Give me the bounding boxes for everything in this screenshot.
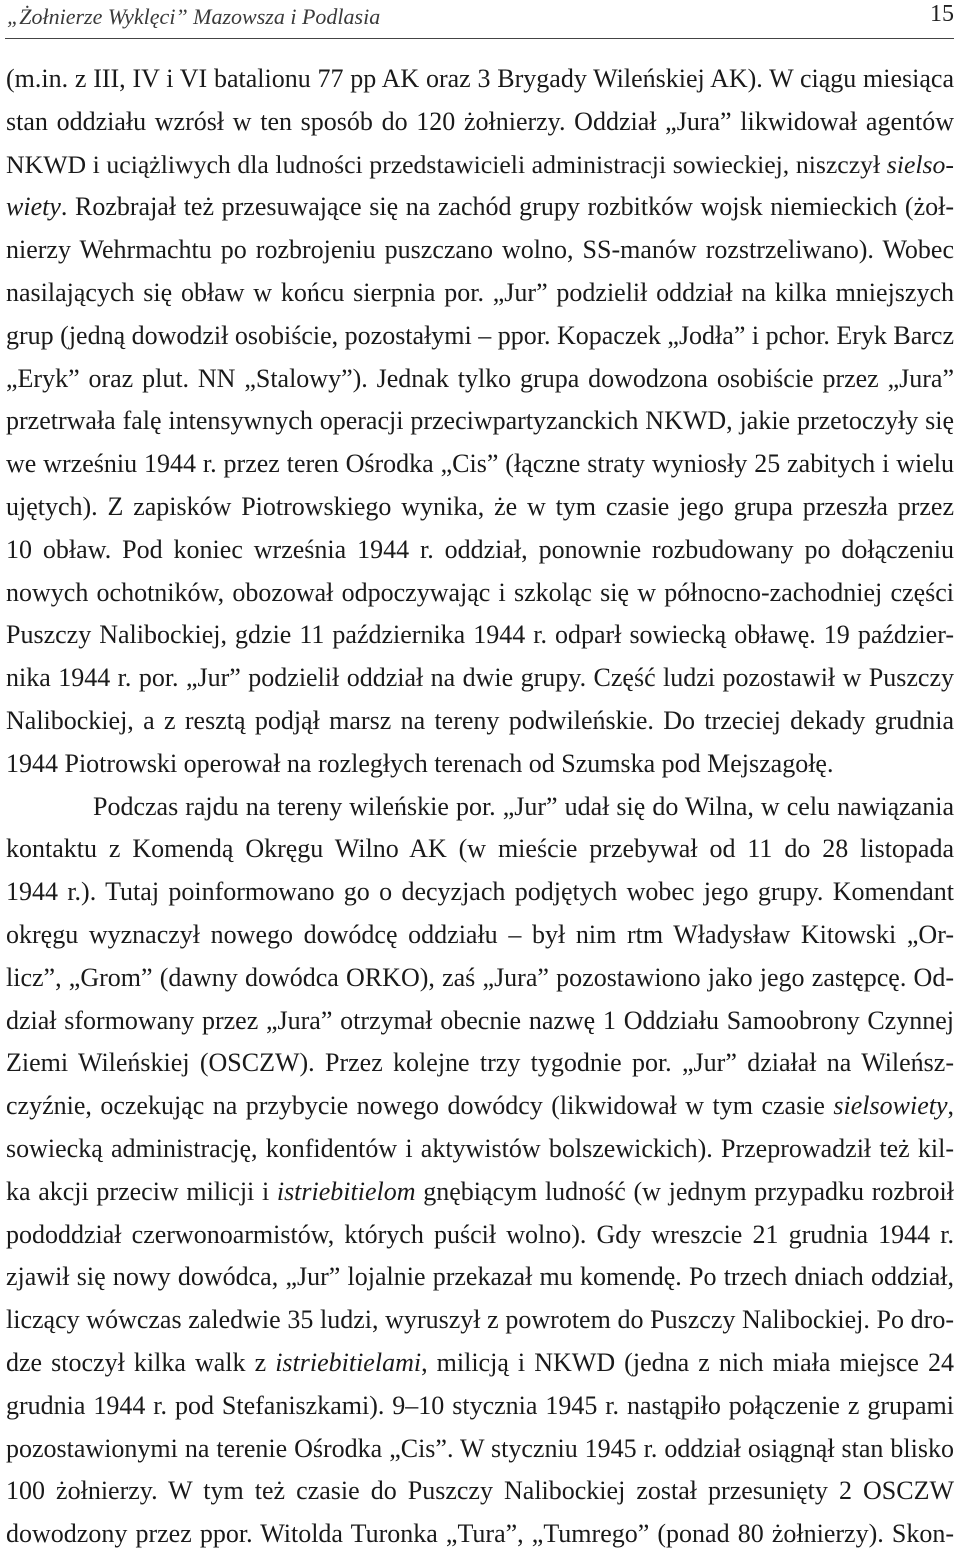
italic-text: sielso-: [886, 149, 954, 179]
text-line: [6, 1171, 954, 1214]
text-segment: 100 żołnierzy. W tym też czasie do Puszczy Nalibockiej został przesunięty 2 OSCZW: [6, 1476, 954, 1506]
text-line: [6, 1385, 954, 1428]
text-line: [6, 1470, 954, 1513]
text-line: [6, 529, 954, 572]
text-segment: grup (jedną dowodził osobiście, pozostałymi – ppor. Kopaczek „Jodła” i pchor. Eryk Barcz: [6, 320, 955, 350]
text-segment: nasilających się obław w końcu sierpnia por. „Jur” podzielił oddział na kilka mniejszych: [6, 277, 954, 307]
text-segment: licz”, „Grom” (dawny dowódca ORKO), zaś „Jura” pozostawiono jako jego zastępcę. Od-: [6, 962, 954, 992]
text-segment: Puszczy Nalibockiej, gdzie 11 października 1944 r. odparł sowiecką obławę. 19 paździer-: [6, 620, 954, 650]
text-segment: ujętych). Z zapisków Piotrowskiego wynika, że w tym czasie jego grupa przeszła przez: [6, 491, 954, 521]
text-line: [6, 272, 954, 315]
text-segment: NKWD i uciążliwych dla ludności przedstawicieli administracji sowieckiej, niszczył: [6, 149, 887, 179]
text-segment: 1944 r.). Tutaj poinformowano go o decyzjach podjętych wobec jego grupy. Komendant: [6, 877, 954, 907]
text-segment: dział sformowany przez „Jura” otrzymał obecnie nazwę 1 Oddziału Samoobrony Czynnej: [6, 1005, 954, 1035]
text-line: [6, 1428, 954, 1471]
text-segment: . Rozbrajał też przesuwające się na zachód grupy rozbitków wojsk niemieckich (żoł-: [60, 192, 954, 222]
italic-text: wiety: [6, 192, 61, 222]
text-segment: ka akcji przeciw milicji i: [6, 1176, 277, 1206]
text-line: [6, 572, 954, 615]
text-segment: przetrwała falę intensywnych operacji przeciwpartyzanckich NKWD, jakie przetoczyły się: [6, 406, 954, 436]
italic-text: sielsowiety: [833, 1091, 948, 1121]
text-segment: czyźnie, oczekując na przybycie nowego dowódcy (likwidował w tym czasie: [6, 1091, 834, 1121]
text-segment: 1944 Piotrowski operował na rozległych terenach od Szumska pod Mejszagołę.: [6, 748, 834, 778]
text-segment: kontaktu z Komendą Okręgu Wilno AK (w mieście przebywał od 11 do 28 listopada: [6, 834, 954, 864]
text-line: [6, 1042, 954, 1085]
text-segment: nika 1944 r. por. „Jur” podzielił oddział na dwie grupy. Część ludzi pozostawił w Puszczy: [6, 663, 954, 693]
text-segment: grudnia 1944 r. pod Stefaniszkami). 9–10 stycznia 1945 r. nastąpiło połączenie z grupami: [6, 1390, 954, 1420]
text-segment: ,: [947, 1091, 954, 1121]
text-line: [6, 657, 954, 700]
body-text: [6, 58, 954, 1556]
text-line: [6, 1513, 954, 1556]
text-segment: dze stoczył kilka walk z: [6, 1347, 276, 1377]
text-line: [6, 58, 954, 101]
text-line: [6, 229, 954, 272]
text-line: [6, 400, 954, 443]
text-line: [6, 1000, 954, 1043]
text-segment: „Eryk” oraz plut. NN „Stalowy”). Jednak tylko grupa dowodzona osobiście przez „Jura”: [6, 363, 954, 393]
italic-text: istriebitielami: [275, 1347, 422, 1377]
text-line: [6, 957, 954, 1000]
text-line: [6, 144, 954, 187]
text-line: [6, 186, 954, 229]
text-line: [6, 1256, 954, 1299]
text-line: [6, 1214, 954, 1257]
text-line: [6, 1299, 954, 1342]
text-line: [6, 700, 954, 743]
text-segment: okręgu wyznaczył nowego dowódcę oddziału – był nim rtm Władysław Kitowski „Or-: [6, 919, 954, 949]
text-line: [6, 1342, 954, 1385]
text-line: [6, 1128, 954, 1171]
text-line: [6, 786, 954, 829]
running-header: [5, 0, 954, 39]
text-segment: zjawił się nowy dowódca, „Jur” lojalnie przekazał mu komendę. Po trzech dniach oddział,: [6, 1262, 954, 1292]
text-segment: dowodzony przez ppor. Witolda Turonka „Tura”, „Tumrego” (ponad 80 żołnierzy). Skon-: [6, 1519, 954, 1549]
text-segment: Nalibockiej, a z resztą podjął marsz na tereny podwileńskie. Do trzeciej dekady grudnia: [6, 705, 954, 735]
text-segment: 10 obław. Pod koniec września 1944 r. oddział, ponownie rozbudowany po dołączeniu: [6, 534, 954, 564]
text-line: [6, 1085, 954, 1128]
text-line: [6, 914, 954, 957]
text-segment: stan oddziału wzrósł w ten sposób do 120 żołnierzy. Oddział „Jura” likwidował agentów: [6, 106, 954, 136]
text-segment: gnębiącym ludność (w jednym przypadku rozbroił: [415, 1176, 954, 1206]
text-segment: Podczas rajdu na tereny wileńskie por. „Jur” udał się do Wilna, w celu nawiązania: [93, 791, 954, 821]
text-line: [6, 443, 954, 486]
text-line: [6, 828, 954, 871]
text-segment: we wrześniu 1944 r. przez teren Ośrodka „Cis” (łączne straty wyniosły 25 zabitych i wielu: [6, 449, 954, 479]
page-number: 15: [930, 1, 954, 27]
text-segment: nowych ochotników, obozował odpoczywając i szkoląc się w północno-zachodniej części: [6, 577, 954, 607]
text-segment: Ziemi Wileńskiej (OSCZW). Przez kolejne trzy tygodnie por. „Jur” działał na Wileńsz-: [6, 1048, 954, 1078]
text-line: [6, 614, 954, 657]
text-segment: nierzy Wehrmachtu po rozbrojeniu puszczano wolno, SS-manów rozstrzeliwano). Wobec: [6, 235, 954, 265]
text-segment: pododdział czerwonoarmistów, których puścił wolno). Gdy wreszcie 21 grudnia 1944 r.: [6, 1219, 954, 1249]
running-title: „Żołnierze Wyklęci” Mazowsza i Podlasia: [7, 4, 381, 29]
text-line: [6, 358, 954, 401]
text-segment: liczący wówczas zaledwie 35 ludzi, wyruszył z powrotem do Puszczy Nalibockiej. Po dro-: [6, 1305, 954, 1335]
text-segment: pozostawionymi na terenie Ośrodka „Cis”. W styczniu 1945 r. oddział osiągnął stan blisko: [6, 1433, 954, 1463]
text-line: [6, 743, 954, 786]
text-line: [6, 486, 954, 529]
italic-text: istriebitielom: [276, 1176, 416, 1206]
text-line: [6, 871, 954, 914]
text-line: [6, 101, 954, 144]
text-segment: , milicją i NKWD (jedna z nich miała miejsce 24: [421, 1347, 954, 1377]
text-segment: sowiecką administrację, konfidentów i aktywistów bolszewickich). Przeprowadził też kil-: [6, 1133, 954, 1163]
text-line: [6, 315, 954, 358]
text-segment: (m.in. z III, IV i VI batalionu 77 pp AK oraz 3 Brygady Wileńskiej AK). W ciągu miesiąca: [6, 64, 954, 93]
